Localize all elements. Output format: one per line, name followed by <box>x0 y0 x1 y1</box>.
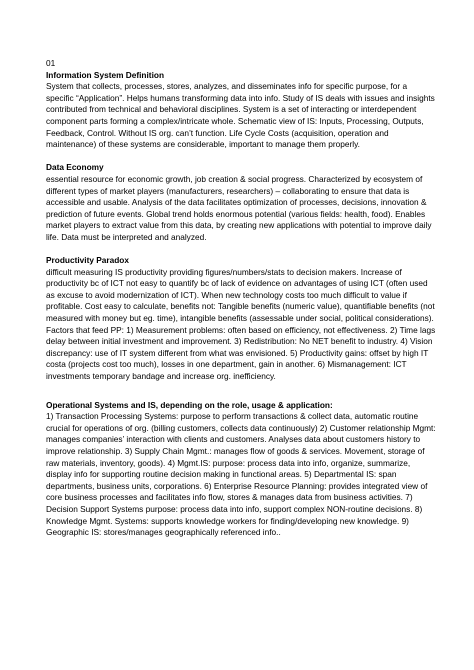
section-body: essential resource for economic growth, job creation & social progress. Characterized by ecosystem of different types of market players (manufacturers, researchers) – collaborating to ensure that data is accessible and usable. Analysis of the data facilitates optimization of processes, decisions, innovation & prediction of future events. Global trend holds enormous potential (various fields: health, food). Enables market players to extract value from this data, by creating new applications with potential to improve daily life. Data must be interpreted and analyzed. <box>46 173 432 242</box>
section-body: difficult measuring IS productivity providing figures/numbers/stats to decision makers. Increase of productivity bc of ICT not easy to quantify bc of lack of evidence on advantages of using ICT (often used as excuse to avoid modernization of ICT). When new technology costs too much difficult to value if profitable. Cost easy to calculate, benefits not: Tangible benefits (numeric value), quantifiable benefits (not measured with money but eg. time), intangible benefits (assessable under social, political considerations). Factors that feed PP: 1) Measurement problems: often based on efficiency, not effectiveness. 2) Time lags delay between initial investment and improvement. 3) Redistribution: No NET benefit to industry. 4) Vision discrepancy: use of IT system different from what was envisioned. 5) Productivity gains: offset by high IT costa (projects cost too much), losses in one department, gain in another. 6) Mismanagement: ICT investments temporary bandage and increase org. inefficiency. <box>46 266 436 382</box>
page-content <box>46 58 436 539</box>
section-heading: Productivity Paradox <box>46 255 129 266</box>
section-data-economy <box>46 162 436 243</box>
section-productivity-paradox <box>46 255 436 383</box>
section-body: System that collects, processes, stores, analyzes, and disseminates info for specific purpose, for a specific “Application”. Helps humans transforming data into info. Study of IS deals with issues and insights contributed from technical and behavioral disciplines. System is a set of interacting or interdependent component parts forming a complex/intricate whole. Schematic view of IS: Inputs, Processing, Outputs, Feedback, Control. Without IS org. can’t function. Life Cycle Costs (acquisition, operation and maintenance) of these systems are considerable, important to manage them properly. <box>46 81 435 150</box>
section-operational-systems <box>46 400 436 539</box>
section-heading: Data Economy <box>46 162 104 173</box>
section-information-system-definition <box>46 70 436 151</box>
section-heading: Information System Definition <box>46 69 165 80</box>
page-number: 01 <box>46 58 56 68</box>
section-heading: Operational Systems and IS, depending on the role, usage & application: <box>46 399 333 410</box>
section-body: 1) Transaction Processing Systems: purpose to perform transactions & collect data, automatic routine crucial for operations of org. (billing customers, collects data continuously) 2) Customer relationship Mgmt: manages companies’ interaction with clients and customers. Analyses data about customers history to improve relationship. 3) Supply Chain Mgmt.: manages flow of goods & services. Movement, storage of raw materials, inventory, goods). 4) Mgmt.IS: purpose: process data into info, organize, summarize, display info for supporting routine decision making in functional areas. 5) Departmental IS: span departments, business units, corporations. 6) Enterprise Resource Planning: provides integrated view of core business processes and facilitates info flow, stores & manages data from business activities. 7) Decision Support Systems purpose: process data into info, support complex NON-routine decisions. 8) Knowledge Mgmt. Systems: supports knowledge workers for finding/developing new knowledge. 9) Geographic IS: stores/manages geographically referenced info.. <box>46 411 436 538</box>
